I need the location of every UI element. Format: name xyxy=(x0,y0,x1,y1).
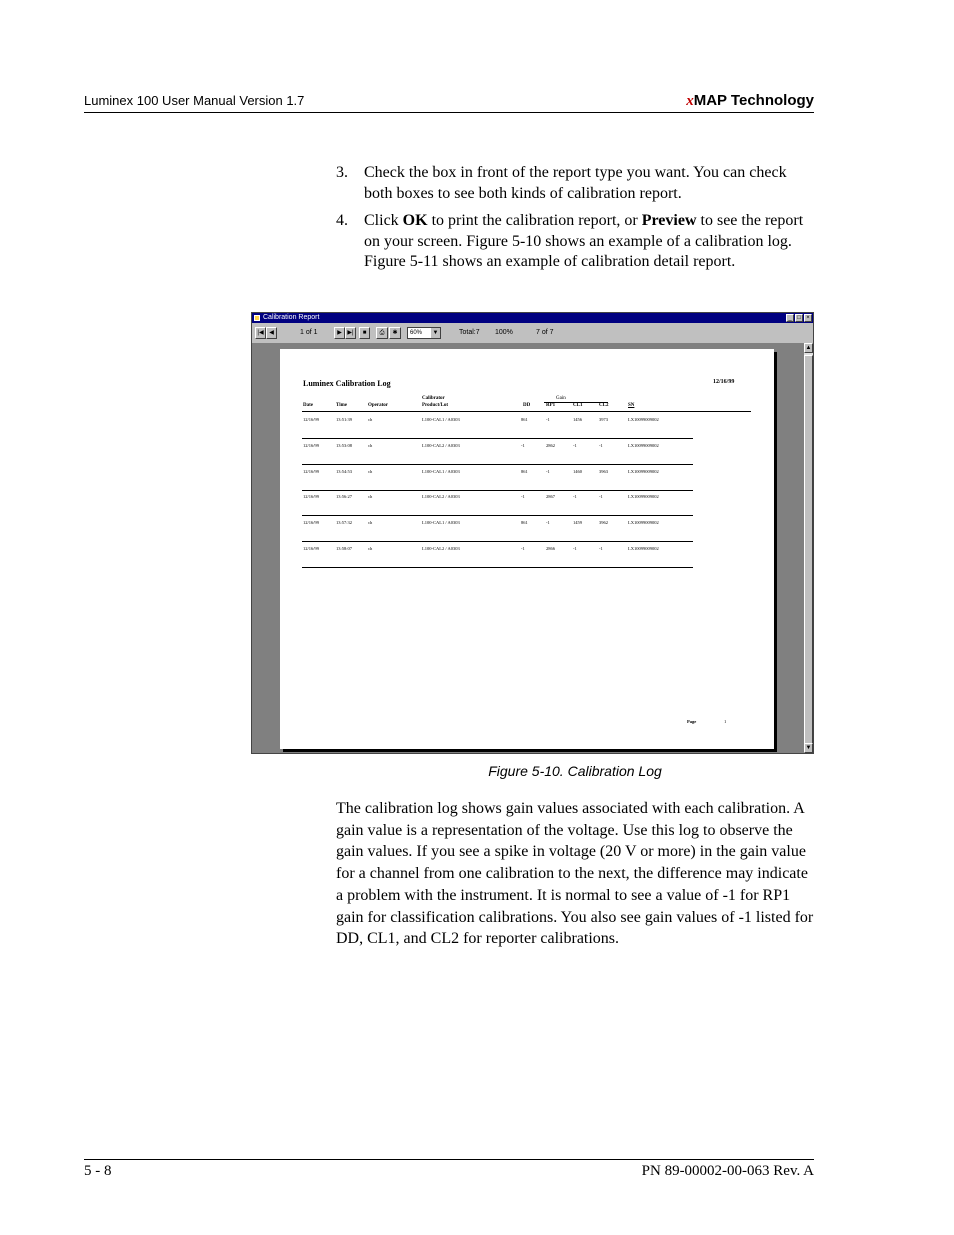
cell-date: 12/16/99 xyxy=(303,494,320,500)
maximize-icon[interactable]: □ xyxy=(795,314,803,322)
header-rule xyxy=(84,112,814,113)
report-date: 12/16/99 xyxy=(713,379,735,385)
cell-cl1: -1 xyxy=(573,494,577,500)
window-title: Calibration Report xyxy=(263,314,320,321)
cell-date: 12/16/99 xyxy=(303,468,320,474)
chevron-down-icon: ▼ xyxy=(432,330,439,336)
running-header-title: Luminex 100 User Manual Version 1.7 xyxy=(84,93,305,108)
row-divider xyxy=(302,567,693,568)
cell-cl2: 3973 xyxy=(599,417,608,422)
brand-rest: MAP Technology xyxy=(693,92,814,109)
page-number: 1 xyxy=(724,719,727,724)
cell-time: 13:53:08 xyxy=(336,442,353,448)
cell-dd: -1 xyxy=(521,494,525,500)
cell-cl2: 3962 xyxy=(599,520,608,526)
page-number-footer: 5 - 8 xyxy=(84,1163,112,1179)
cell-sn: LX10099009002 xyxy=(628,468,659,474)
report-title: Luminex Calibration Log xyxy=(303,379,391,388)
first-page-icon[interactable]: |◀ xyxy=(255,327,266,339)
col-rp1: RP1 xyxy=(546,403,556,408)
cell-cl1: 1459 xyxy=(573,520,582,526)
cell-dd: -1 xyxy=(521,442,525,448)
report-page xyxy=(280,349,774,749)
preview-term: Preview xyxy=(641,212,697,229)
last-page-icon[interactable]: ▶| xyxy=(345,327,356,339)
footer-rule xyxy=(84,1159,814,1160)
step-3 xyxy=(336,163,806,204)
next-page-icon[interactable]: ▶ xyxy=(334,327,345,339)
cell-rp1: -1 xyxy=(546,417,550,422)
row-divider xyxy=(302,490,693,491)
close-icon[interactable]: × xyxy=(804,314,812,322)
cell-product-lot: L100-CAL2 / A0303 xyxy=(422,442,460,448)
step-list xyxy=(336,163,806,280)
cell-sn: LX10099009002 xyxy=(628,417,659,422)
prev-page-icon[interactable]: ◀ xyxy=(266,327,277,339)
cell-rp1: 2866 xyxy=(546,546,555,551)
calibrator-label: Calibrator xyxy=(422,396,445,401)
cell-dd: 861 xyxy=(521,417,528,422)
scroll-down-icon[interactable]: ▼ xyxy=(805,745,812,751)
cell-rp1: 2867 xyxy=(546,494,555,500)
scroll-thumb[interactable] xyxy=(804,355,813,751)
figure-caption: Figure 5-10. Calibration Log xyxy=(488,763,662,779)
header-rule xyxy=(302,411,751,412)
cell-cl2: -1 xyxy=(599,442,603,448)
col-operator: Operator xyxy=(368,403,388,408)
col-time: Time xyxy=(336,403,348,408)
cell-dd: 861 xyxy=(521,520,528,526)
cell-product-lot: L100-CAL1 / A0303 xyxy=(422,520,460,526)
cell-product-lot: L100-CAL1 / A0303 xyxy=(422,417,460,422)
cell-cl1: 1456 xyxy=(573,417,582,422)
cell-cl2: -1 xyxy=(599,494,603,500)
step-4 xyxy=(336,211,806,273)
cell-operator: ch xyxy=(368,494,373,500)
row-divider xyxy=(302,541,693,542)
gain-label: Gain xyxy=(556,396,566,401)
row-divider xyxy=(302,438,693,439)
page-nav-text: 1 of 1 xyxy=(300,329,318,336)
cell-operator: ch xyxy=(368,520,373,526)
cell-sn: LX10099009002 xyxy=(628,520,659,526)
brand-x: x xyxy=(686,93,694,109)
part-number: PN 89-00002-00-063 Rev. A xyxy=(641,1163,814,1179)
cell-product-lot: L100-CAL1 / A0303 xyxy=(422,468,460,474)
cell-rp1: -1 xyxy=(546,520,550,526)
cell-rp1: 2862 xyxy=(546,442,555,448)
step-text-mid: to print the calibration report, or xyxy=(427,212,642,229)
col-sn: SN xyxy=(628,403,635,408)
cell-operator: ch xyxy=(368,442,373,448)
cell-time: 13:51:39 xyxy=(336,417,353,422)
zoom-value: 60% xyxy=(410,330,423,336)
cell-date: 12/16/99 xyxy=(303,520,320,526)
scroll-up-icon[interactable]: ▲ xyxy=(805,345,812,351)
cell-sn: LX10099009002 xyxy=(628,494,659,500)
cell-dd: -1 xyxy=(521,546,525,551)
cell-cl1: -1 xyxy=(573,546,577,551)
cell-cl2: 3963 xyxy=(599,468,608,474)
page-label: Page xyxy=(687,719,697,724)
cell-time: 13:57:32 xyxy=(336,520,353,526)
cell-cl1: -1 xyxy=(573,442,577,448)
cell-operator: ch xyxy=(368,417,373,422)
col-dd: DD xyxy=(523,403,531,408)
cell-date: 12/16/99 xyxy=(303,546,320,551)
export-icon[interactable]: ✱ xyxy=(389,327,401,339)
print-icon[interactable]: ⎙ xyxy=(376,327,388,339)
cell-cl2: -1 xyxy=(599,546,603,551)
ok-term: OK xyxy=(402,212,428,229)
minimize-icon[interactable]: _ xyxy=(786,314,794,322)
cell-product-lot: L100-CAL2 / A0303 xyxy=(422,494,460,500)
step-text-post: to see the report on your screen. Figure 5-10 shows an example of a calibration log. Figure 5-11 shows an example of calibration detail report. xyxy=(364,212,804,270)
cell-operator: ch xyxy=(368,468,373,474)
cell-cl1: 1460 xyxy=(573,468,582,474)
app-icon xyxy=(254,315,260,321)
step-text: Check the box in front of the report type you want. You can check both boxes to see both kinds of calibration report. xyxy=(364,164,787,202)
cell-dd: 861 xyxy=(521,468,528,474)
calibration-report-screenshot xyxy=(251,312,814,754)
cell-operator: ch xyxy=(368,546,373,551)
vertical-scrollbar[interactable] xyxy=(804,343,813,753)
window-controls xyxy=(786,314,812,322)
window-titlebar xyxy=(252,313,813,323)
cell-time: 13:54:53 xyxy=(336,468,353,474)
running-header-brand xyxy=(686,92,814,110)
total-records: Total:7 xyxy=(459,329,480,336)
cell-sn: LX10099009002 xyxy=(628,442,659,448)
col-cl1: CL1 xyxy=(573,403,583,408)
preview-toolbar xyxy=(252,323,813,344)
cell-product-lot: L100-CAL2 / A0303 xyxy=(422,546,460,551)
cell-rp1: -1 xyxy=(546,468,550,474)
row-divider xyxy=(302,515,693,516)
step-number: 4. xyxy=(336,212,348,229)
cell-date: 12/16/99 xyxy=(303,417,320,422)
cell-date: 12/16/99 xyxy=(303,442,320,448)
cell-time: 13:56:27 xyxy=(336,494,353,500)
step-text-pre: Click xyxy=(364,212,403,229)
col-cl2: CL2 xyxy=(599,403,609,408)
step-number: 3. xyxy=(336,164,348,181)
record-count: 7 of 7 xyxy=(536,329,554,336)
zoom-select[interactable] xyxy=(407,327,441,339)
col-product-lot: Product/Lot xyxy=(422,403,449,408)
col-date: Date xyxy=(303,403,313,408)
percent-complete: 100% xyxy=(495,329,513,336)
body-paragraph: The calibration log shows gain values associated with each calibration. A gain value is a representation of the voltage. Use this log to observe the gain values. If you see a spike in voltage (20 V or more) in the gain value for a channel from one calibration to the next, the difference may indicate a problem with the instrument. It is normal to see a value of -1 for RP1 gain for classification calibrations. You also see gain values of -1 listed for DD, CL1, and CL2 for reporter calibrations. xyxy=(336,800,814,948)
stop-icon[interactable]: ■ xyxy=(359,327,370,339)
cell-sn: LX10099009002 xyxy=(628,546,659,551)
cell-time: 13:58:07 xyxy=(336,546,353,551)
row-divider xyxy=(302,464,693,465)
